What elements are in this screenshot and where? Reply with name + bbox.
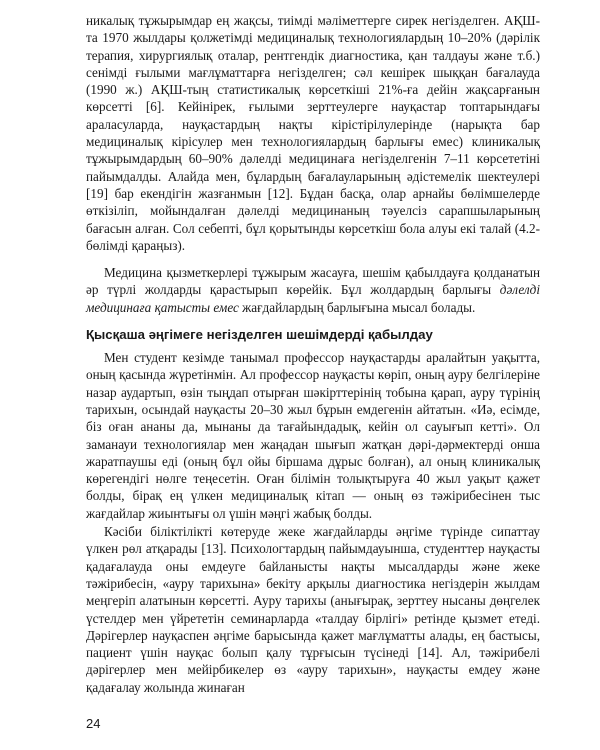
section-heading: Қысқаша әңгімеге негізделген шешімдерді қабылдау [86,327,433,343]
paragraph-professor-story: Мен студент кезімде танымал профессор науқастарды аралайтын уақытта, оның қасында жүретінмін. Ал профессор науқасты көріп, оның ауру белгілеріне назар аудартып, өзін тыңдап отырған шәкірттерінің тобына қарап, ауру түрінің тарихын, осындай науқасты 20–30 жыл бұрын емдегенін айтатын. «Иә, есімде, біз оған ананы да, мынаны да тағайындадық, кейін ол сауығып кетті». Ол заманауи технологиялар мен жаңадан шығып жатқан дәрі-дәрмектерді онша жаратпаушы еді (оның бұл ойы біршама дұрыс болған), ал оның клиникалық көрегендігі нөлге теңесетін. Оған білімін толықтыруға 40 жыл уақыт қажет болды, бірақ ең үлкен медициналық кітап — оның өз тәжірибесінен тыс жағдайлар жиынтығы ол үшін мәңгі жабық болды. [86,350,540,521]
paragraph-evidence-statistics: никалық тұжырымдар ең жақсы, тиімді мәліметтерге сирек негізделген. АҚШ-та 1970 жылдары қолжетімді медициналық технологиялардың 10–20% (дәрілік терапия, хирургиялық оталар, рентгендік диагностика, қан талдауы және т.б.) сенімді ғылыми мағлұматтарға негізделген; сәл кешірек шыққан бағалауда (1990 ж.) АҚШ-тың статистикалық көрсеткіші 21%-ға дейін жақсарғанын көрсетті [6]. Кейінірек, ғылыми зерттеулерге науқастар топтарындағы араласуларда, науқастардың нақты кірістірілулерінде (нарықта бар медициналық кірісулер мен технологиялардың барлығы емес) клиникалық тұжырымдардың 60–90% дәлелді медицинаға негізделгенін 7–11 көрсететіні пайымдалды. Алайда мен, бұлардың бағалауларының әдістемелік шектеулері [19] бар екендігін жазғанмын [12]. Бұдан басқа, олар арнайы бөлімшелерде өткізіліп, мойындалған дәлелді медицинаның тәуелсіз сарапшыларының бағасын алған. Сол себепті, бұл қорытынды көрсеткіш бола алуы екі талай (4.2-бөлімді қараңыз). [86,13,540,253]
page-number: 24 [86,716,101,731]
paragraph-case-narratives: Кәсіби біліктілікті көтеруде жеке жағдайларды әңгіме түрінде сипаттау үлкен рөл атқарады [13]. Психологтардың пайымдауынша, студенттер науқасты қадағалауда оны емдеуге байланысты нақты мысалдарды және жеке тәжірибесін, «ауру тарихына» бекіту арқылы диагностика негіздерін жылдам меңгеріп алатынын көрсетті. Ауру тарихы (анығырақ, зерттеу нысаны дөңгелек үстелдер мен үйрететін семинарларда «талдау бірлігі» ретінде қызмет етеді. Дәрігерлер науқаспен әңгіме барысында қажет мағлұматты алады, ең бастысы, пациент үшін науқас болып қалу тұрғысын түсінеді [14]. Ал, тәжірибелі дәрігерлер мен мейірбикелер өз «ауру тарихын», науқасты емдеу және қадағалау жолында жинаған [86,524,540,695]
emphasis-text: дәлелді медицинаға қатысты емес [86,282,540,315]
paragraph-decision-ways [86,264,540,316]
paragraph-text: жағдайлардың барлығына мысал болады. [238,299,476,315]
paragraph-text: Медицина қызметкерлері тұжырым жасауға, шешім қабылдауға қолданатын әр түрлі жолдарды қарастырып көрейік. Бұл жолдардың барлығы [86,265,540,298]
